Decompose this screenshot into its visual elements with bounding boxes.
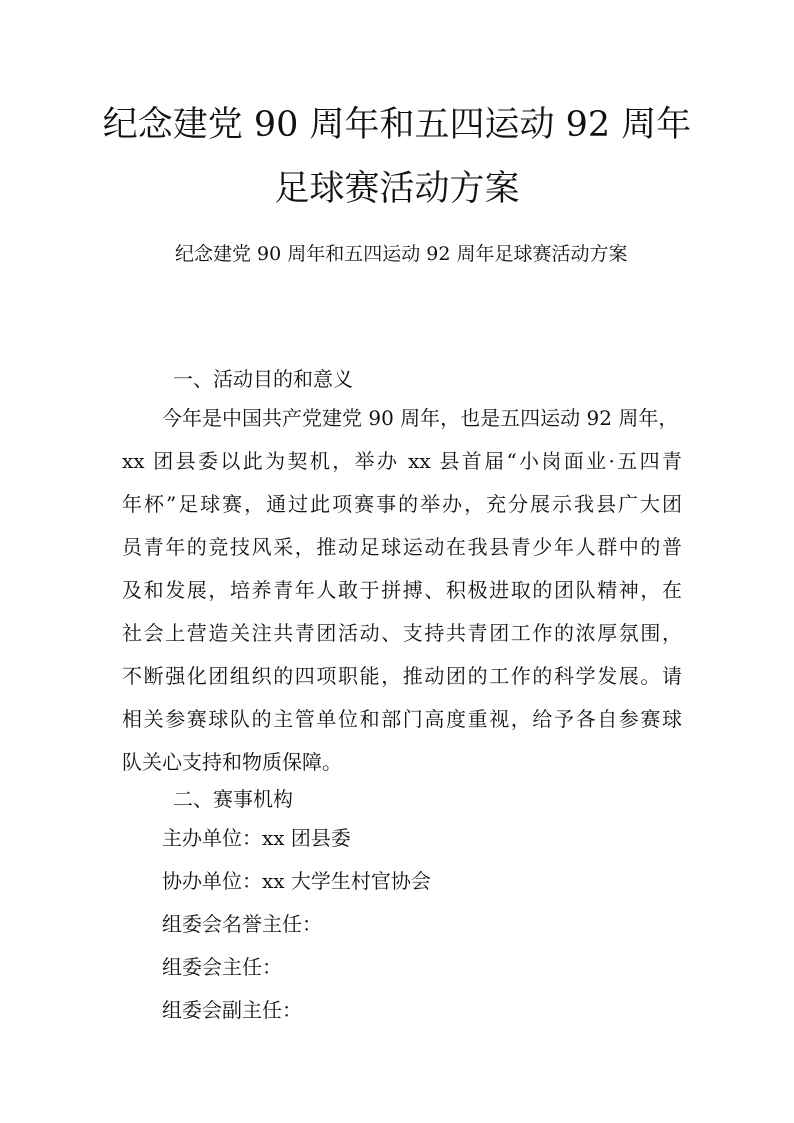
title-line-2: 足球赛活动方案 xyxy=(274,169,520,209)
organization-item: 协办单位：xx 大学生村官协会 xyxy=(162,869,431,893)
paragraph-line: xx 团县委以此为契机，举办 xx 县首届“小岗面业·五四青 xyxy=(122,449,682,473)
paragraph-line: 及和发展，培养青年人敢于拼搏、积极进取的团队精神，在 xyxy=(122,578,682,602)
title-line-1: 纪念建党 90 周年和五四运动 92 周年 xyxy=(102,105,692,145)
paragraph-line: 年杯”足球赛，通过此项赛事的举办，充分展示我县广大团 xyxy=(122,492,682,516)
subtitle: 纪念建党 90 周年和五四运动 92 周年足球赛活动方案 xyxy=(175,243,628,265)
organization-item: 组委会主任： xyxy=(162,955,282,979)
paragraph-line: 相关参赛球队的主管单位和部门高度重视，给予各自参赛球 xyxy=(122,707,682,731)
paragraph-line: 员青年的竞技风采，推动足球运动在我县青少年人群中的普 xyxy=(122,535,682,559)
organization-item: 组委会名誉主任： xyxy=(162,912,322,936)
organization-item: 组委会副主任： xyxy=(162,998,302,1022)
paragraph-line: 社会上营造关注共青团活动、支持共青团工作的浓厚氛围， xyxy=(122,621,682,645)
section-heading-purpose: 一、活动目的和意义 xyxy=(173,367,353,391)
paragraph-line: 不断强化团组织的四项职能，推动团的工作的科学发展。请 xyxy=(122,664,682,688)
organization-item: 主办单位：xx 团县委 xyxy=(162,826,351,850)
paragraph-line: 今年是中国共产党建党 90 周年，也是五四运动 92 周年， xyxy=(162,406,679,430)
section-heading-organization: 二、赛事机构 xyxy=(173,787,293,811)
paragraph-line: 队关心支持和物质保障。 xyxy=(122,750,342,774)
